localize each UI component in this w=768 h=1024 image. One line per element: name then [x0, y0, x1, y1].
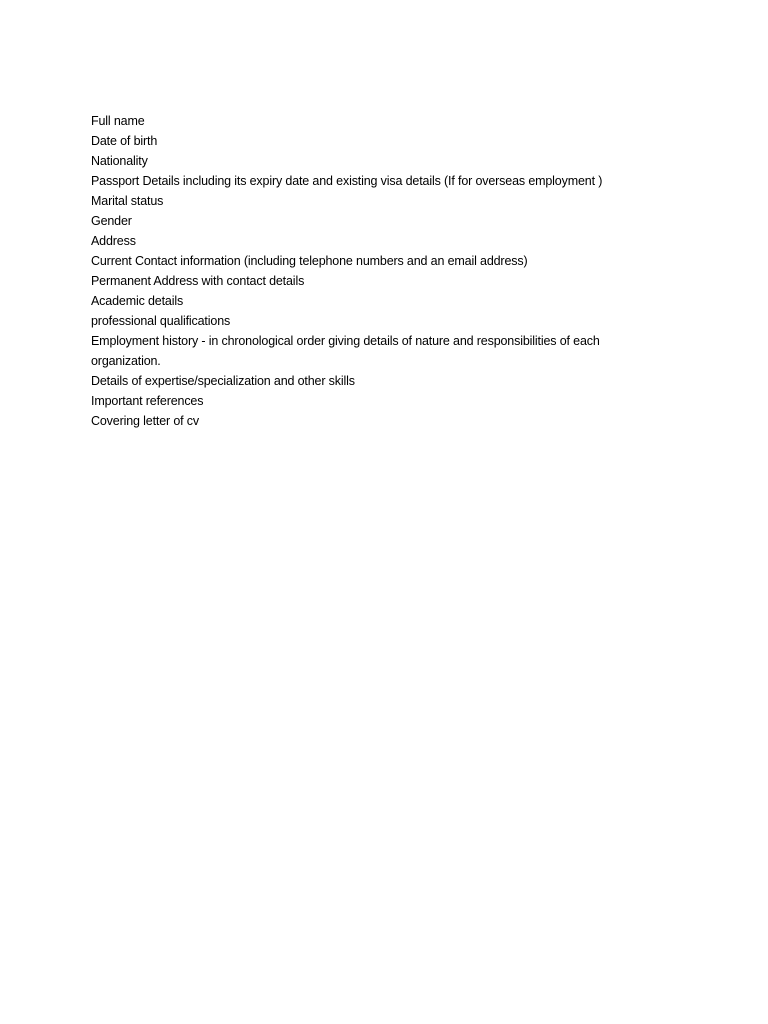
line-expertise: Details of expertise/specialization and other skills [91, 374, 355, 388]
document-body [91, 111, 651, 431]
line-academic-details: Academic details [91, 294, 184, 308]
line-full-name: Full name [91, 114, 145, 128]
line-marital-status: Marital status [91, 194, 164, 208]
line-nationality: Nationality [91, 154, 148, 168]
line-passport-details: Passport Details including its expiry date and existing visa details (If for overseas employment ) [91, 174, 603, 188]
line-professional-qualifications: professional qualifications [91, 314, 231, 328]
line-current-contact: Current Contact information (including telephone numbers and an email address) [91, 254, 528, 268]
line-address: Address [91, 234, 136, 248]
line-date-of-birth: Date of birth [91, 134, 158, 148]
line-employment-history: Employment history - in chronological order giving details of nature and responsibilities of each organization. [91, 334, 600, 368]
line-permanent-address: Permanent Address with contact details [91, 274, 305, 288]
line-references: Important references [91, 394, 204, 408]
line-gender: Gender [91, 214, 132, 228]
line-covering-letter: Covering letter of cv [91, 414, 200, 428]
